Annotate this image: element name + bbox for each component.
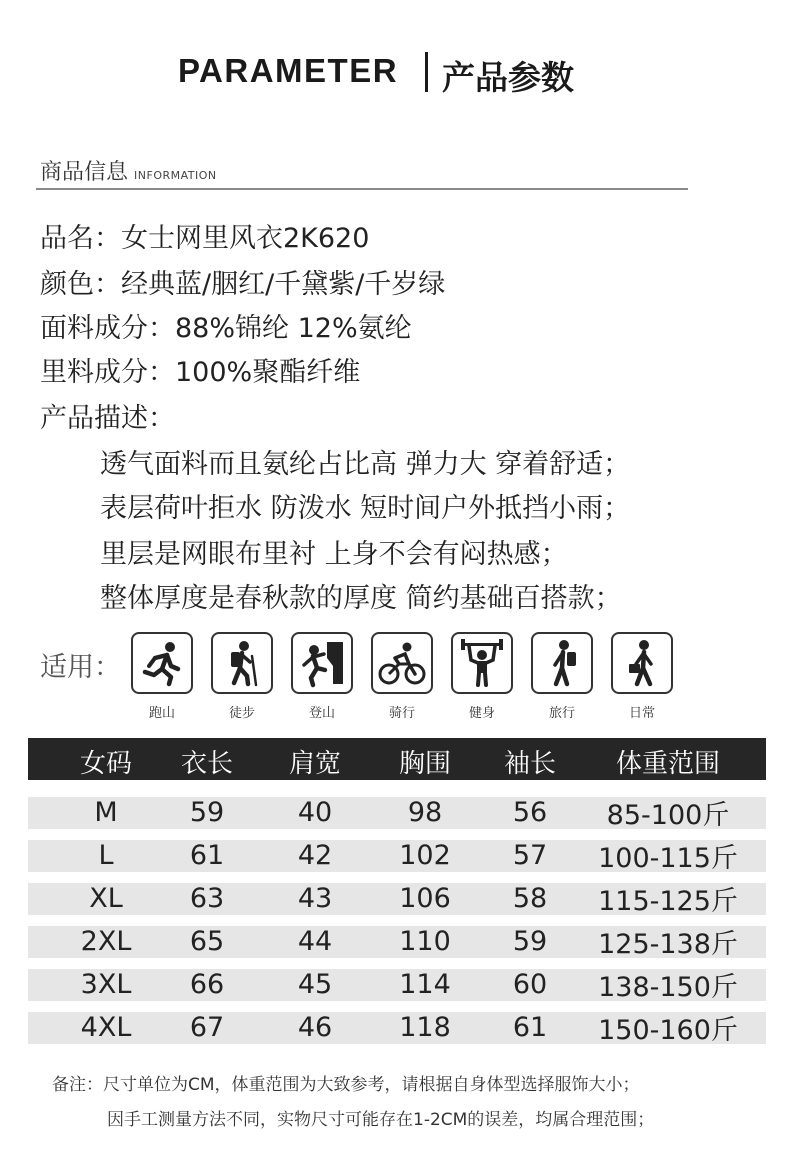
- spec-name: [40, 216, 369, 255]
- table-cell: 115-125斤: [598, 886, 738, 917]
- climbing-icon: [291, 632, 353, 694]
- spec-fabric: [40, 306, 412, 345]
- spec-label: 颜色：: [40, 269, 121, 300]
- table-cell: 150-160斤: [598, 1015, 738, 1046]
- table-row: [28, 969, 766, 1001]
- size-table-header: [28, 738, 766, 780]
- activity-hiking: [210, 632, 274, 721]
- activity-caption: 旅行: [548, 706, 575, 721]
- description-line: 里层是网眼布里衬 上身不会有闷热感；: [100, 539, 568, 570]
- table-cell: 42: [297, 840, 333, 871]
- activity-caption: 健身: [468, 706, 495, 721]
- spec-lining: [40, 350, 360, 389]
- spec-value: 女士网里风衣2K620: [121, 223, 370, 254]
- table-cell: 61: [189, 840, 225, 871]
- description-line: 整体厚度是春秋款的厚度 简约基础百搭款；: [100, 583, 622, 614]
- table-cell: 100-115斤: [598, 843, 738, 874]
- table-cell: 102: [399, 840, 451, 871]
- table-cell: 4XL: [80, 1012, 132, 1043]
- column-header: 胸围: [398, 749, 452, 779]
- table-row: [28, 926, 766, 958]
- table-cell: 125-138斤: [598, 929, 738, 960]
- running-icon: [131, 632, 193, 694]
- table-cell: 59: [189, 797, 225, 828]
- table-cell: 40: [297, 797, 333, 828]
- info-heading: [40, 155, 217, 186]
- table-cell: L: [98, 840, 114, 871]
- table-cell: 59: [512, 926, 548, 957]
- activity-caption: 日常: [628, 706, 655, 721]
- table-cell: 138-150斤: [598, 972, 738, 1003]
- table-cell: 114: [399, 969, 451, 1000]
- cycling-icon: [371, 632, 433, 694]
- activity-caption: 登山: [308, 706, 335, 721]
- description-line: 透气面料而且氨纶占比高 弹力大 穿着舒适；: [100, 449, 631, 480]
- info-divider: [36, 188, 688, 190]
- table-row: [28, 797, 766, 829]
- spec-value: 经典蓝/胭红/千黛紫/千岁绿: [121, 269, 446, 300]
- spec-label: 产品描述：: [40, 403, 175, 434]
- spec-value: 100%聚酯纤维: [175, 357, 361, 388]
- spec-label: 面料成分：: [40, 313, 175, 344]
- table-cell: 43: [297, 883, 333, 914]
- column-header: 肩宽: [288, 749, 342, 779]
- table-row: [28, 840, 766, 872]
- table-cell: 66: [189, 969, 225, 1000]
- table-cell: 65: [189, 926, 225, 957]
- table-cell: 85-100斤: [606, 800, 730, 831]
- activity-caption: 徒步: [228, 706, 255, 721]
- activity-running: [130, 632, 194, 721]
- table-cell: XL: [89, 883, 123, 914]
- table-cell: 57: [512, 840, 548, 871]
- activity-cycling: [370, 632, 434, 721]
- table-cell: 61: [512, 1012, 548, 1043]
- info-heading-cn: 商品信息: [40, 160, 129, 185]
- page-header: [0, 48, 790, 98]
- spec-description: [40, 396, 175, 435]
- column-header: 体重范围: [615, 749, 721, 779]
- table-cell: 45: [297, 969, 333, 1000]
- table-cell: 110: [399, 926, 451, 957]
- hiking-icon: [211, 632, 273, 694]
- table-cell: 118: [399, 1012, 451, 1043]
- activity-fitness: [450, 632, 514, 721]
- spec-label: 品名：: [40, 223, 121, 254]
- column-header: 衣长: [180, 749, 234, 779]
- column-header: 女码: [79, 749, 133, 779]
- spec-label: 里料成分：: [40, 357, 175, 388]
- table-cell: 44: [297, 926, 333, 957]
- footnote: 备注：尺寸单位为CM，体重范围为大致参考，请根据自身体型选择服饰大小；: [52, 1075, 640, 1095]
- table-cell: 58: [512, 883, 548, 914]
- column-header: 袖长: [503, 749, 557, 779]
- table-cell: 3XL: [80, 969, 132, 1000]
- footnote: 因手工测量方法不同，实物尺寸可能存在1-2CM的误差，均属合理范围；: [107, 1110, 655, 1130]
- info-heading-en: INFORMATION: [134, 169, 217, 182]
- title-cn: 产品参数: [442, 58, 574, 97]
- table-cell: M: [94, 797, 118, 828]
- table-cell: 46: [297, 1012, 333, 1043]
- daily-icon: [611, 632, 673, 694]
- table-cell: 106: [399, 883, 451, 914]
- table-cell: 98: [407, 797, 443, 828]
- activity-caption: 跑山: [148, 706, 175, 721]
- table-cell: 56: [512, 797, 548, 828]
- fitness-icon: [451, 632, 513, 694]
- table-cell: 63: [189, 883, 225, 914]
- table-cell: 67: [189, 1012, 225, 1043]
- activity-caption: 骑行: [388, 706, 415, 721]
- activity-travel: [530, 632, 594, 721]
- spec-color: [40, 262, 445, 301]
- activity-daily: [610, 632, 674, 721]
- description-line: 表层荷叶拒水 防泼水 短时间户外抵挡小雨；: [100, 493, 631, 524]
- table-cell: 2XL: [80, 926, 132, 957]
- suitable-label: 适用：: [40, 652, 121, 683]
- spec-value: 88%锦纶 12%氨纶: [175, 313, 412, 344]
- title-divider: [425, 52, 428, 92]
- activity-climbing: [290, 632, 354, 721]
- table-row: [28, 1012, 766, 1044]
- table-cell: 60: [512, 969, 548, 1000]
- table-row: [28, 883, 766, 915]
- travel-icon: [531, 632, 593, 694]
- title-en: PARAMETER: [178, 52, 399, 89]
